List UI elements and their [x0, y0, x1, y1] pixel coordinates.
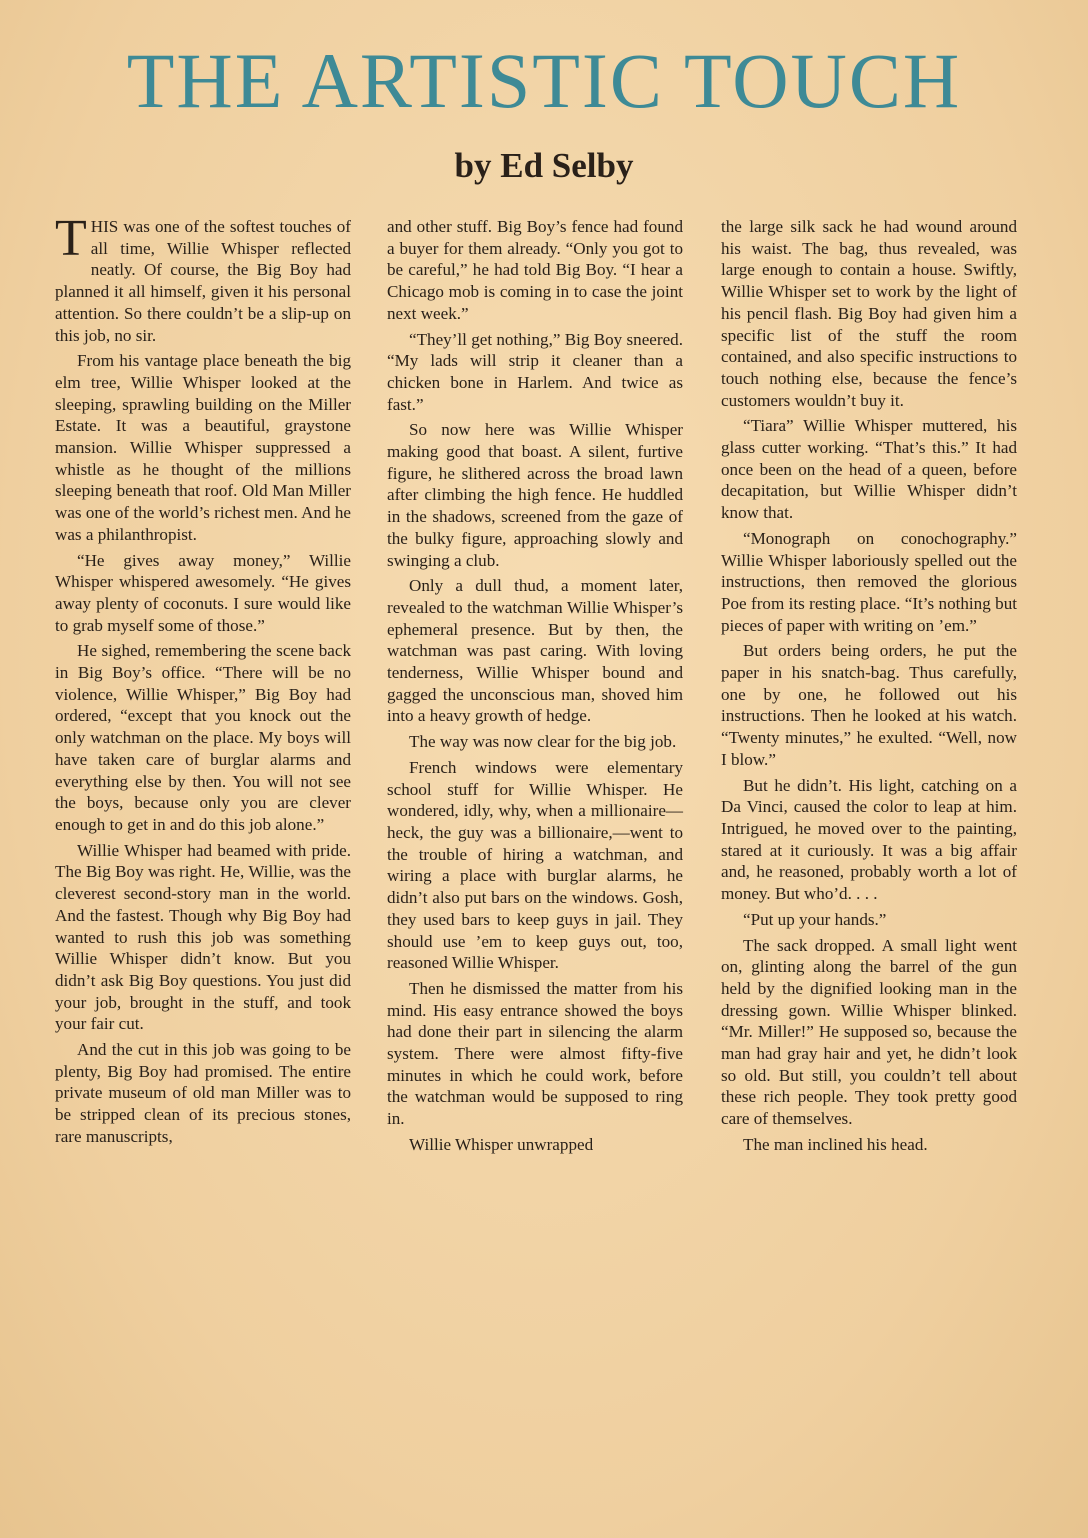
- byline: by Ed Selby: [454, 146, 634, 185]
- paragraph: “Put up your hands.”: [743, 909, 887, 929]
- paragraph: “They’ll get nothing,” Big Boy sneered. “My lads will strip it cleaner than a chicken bone in Harlem. And twice as fast.”: [387, 329, 683, 414]
- paragraph: Willie Whisper had beamed with pride. The Big Boy was right. He, Willie, was the cleverest second-story man in the world. And the fastest. Though why Big Boy had wanted to rush this job was something Willie Whisper didn’t know. But you didn’t ask Big Boy questions. You just did your job, brought in the stuff, and took your fair cut.: [55, 840, 351, 1034]
- opening-paragraph: THIS was one of the softest touches of all time, Willie Whisper reflected neatly. Of course, the Big Boy had planned it all himself, given it his personal attention. So there couldn’t be a slip-up on this job, no sir.: [55, 210, 351, 345]
- continued-paragraph: the large silk sack he had wound around his waist. The bag, thus revealed, was large enough to contain a house. Swiftly, Willie Whisper set to work by the light of his pencil flash. Big Boy had given him a specific list of the stuff the room contained, and also specific instructions to touch nothing else, because the fence’s customers wouldn’t buy it.: [721, 217, 1017, 410]
- drop-cap: T: [55, 210, 87, 267]
- paragraph: The sack dropped. A small light went on, glinting along the barrel of the gun held by the dignified looking man in the dressing gown. Willie Whisper blinked. “Mr. Miller!” He supposed so, because the man had gray hair and yet, he didn’t look so old. But still, you couldn’t tell about these rich people. They took pretty good care of themselves.: [721, 935, 1017, 1129]
- paragraph: So now here was Willie Whisper making good that boast. A silent, furtive figure, he slithered across the broad lawn after climbing the high fence. He huddled in the shadows, screened from the gaze of the bulky figure, approaching slowly and swinging a club.: [387, 420, 683, 570]
- paragraph: But orders being orders, he put the paper in his snatch-bag. Thus carefully, one by one, he followed out his instructions. Then he looked at his watch. “Twenty minutes,” he exulted. “Well, now I blow.”: [721, 641, 1017, 769]
- text-column-3: [721, 216, 1017, 1160]
- paragraph: But he didn’t. His light, catching on a Da Vinci, caused the color to leap at him. Intrigued, he moved over to the painting, stared at it curiously. It was a big affair and, he reasoned, probably worth a lot of money. But who’d. . . .: [721, 775, 1017, 904]
- paragraph: The way was now clear for the big job.: [409, 732, 677, 752]
- paragraph: “Tiara” Willie Whisper muttered, his glass cutter working. “That’s this.” It had once been on the head of a queen, before decapitation, but Willie Whisper didn’t know that.: [721, 416, 1017, 523]
- paragraph: And the cut in this job was going to be plenty, Big Boy had promised. The entire private museum of old man Miller was to be stripped clean of its precious stones, rare manuscripts,: [55, 1040, 351, 1146]
- paragraph: Willie Whisper unwrapped: [409, 1134, 594, 1154]
- story-title: THE ARTISTIC TOUCH: [126, 37, 962, 124]
- paragraph: The man inclined his head.: [743, 1134, 928, 1154]
- paragraph: From his vantage place beneath the big elm tree, Willie Whisper looked at the sleeping, sprawling building on the Miller Estate. It was a beautiful, graystone mansion. Willie Whisper suppressed a whistle as he thought of the millions sleeping beneath that roof. Old Man Miller was one of the world’s richest men. And he was a philanthropist.: [55, 351, 351, 544]
- paragraph: He sighed, remembering the scene back in Big Boy’s office. “There will be no violence, Willie Whisper,” Big Boy had ordered, “except that you knock out the only watchman on the place. My boys will have taken care of burglar alarms and everything else by then. You will not see the boys, because only you are clever enough to get in and do this job alone.”: [55, 641, 351, 834]
- paragraph: “He gives away money,” Willie Whisper whispered awesomely. “He gives away plenty of coconuts. I sure would like to grab myself some of those.”: [55, 550, 351, 635]
- paragraph: “Monograph on conochography.” Willie Whisper laboriously spelled out the instructions, then removed the glorious Poe from its resting place. “It’s nothing but pieces of paper with writing on ’em.”: [721, 528, 1017, 635]
- text-column-2: [387, 216, 683, 1160]
- continued-paragraph: and other stuff. Big Boy’s fence had found a buyer for them already. “Only you got to be careful,” he had told Big Boy. “I hear a Chicago mob is coming in to case the joint next week.”: [387, 217, 683, 323]
- paragraph: French windows were elementary school stuff for Willie Whisper. He wondered, idly, why, when a millionaire—heck, the guy was a billionaire,—went to the trouble of hiring a watchman, and wiring a place with burglar alarms, he didn’t also put bars on the windows. Gosh, they used bars to keep guys in jail. They should use ’em to keep guys out, too, reasoned Willie Whisper.: [387, 757, 683, 973]
- paragraph: Only a dull thud, a moment later, revealed to the watchman Willie Whisper’s ephemeral presence. But by then, the watchman was past caring. With loving tenderness, Willie Whisper bound and gagged the unconscious man, shoved him into a heavy growth of hedge.: [387, 576, 683, 726]
- paragraph: Then he dismissed the matter from his mind. His easy entrance showed the boys had done their part in silencing the alarm system. There were almost fifty-five minutes in which he could work, before the watchman would be supposed to ring in.: [387, 978, 683, 1129]
- text-column-1: [55, 210, 351, 1152]
